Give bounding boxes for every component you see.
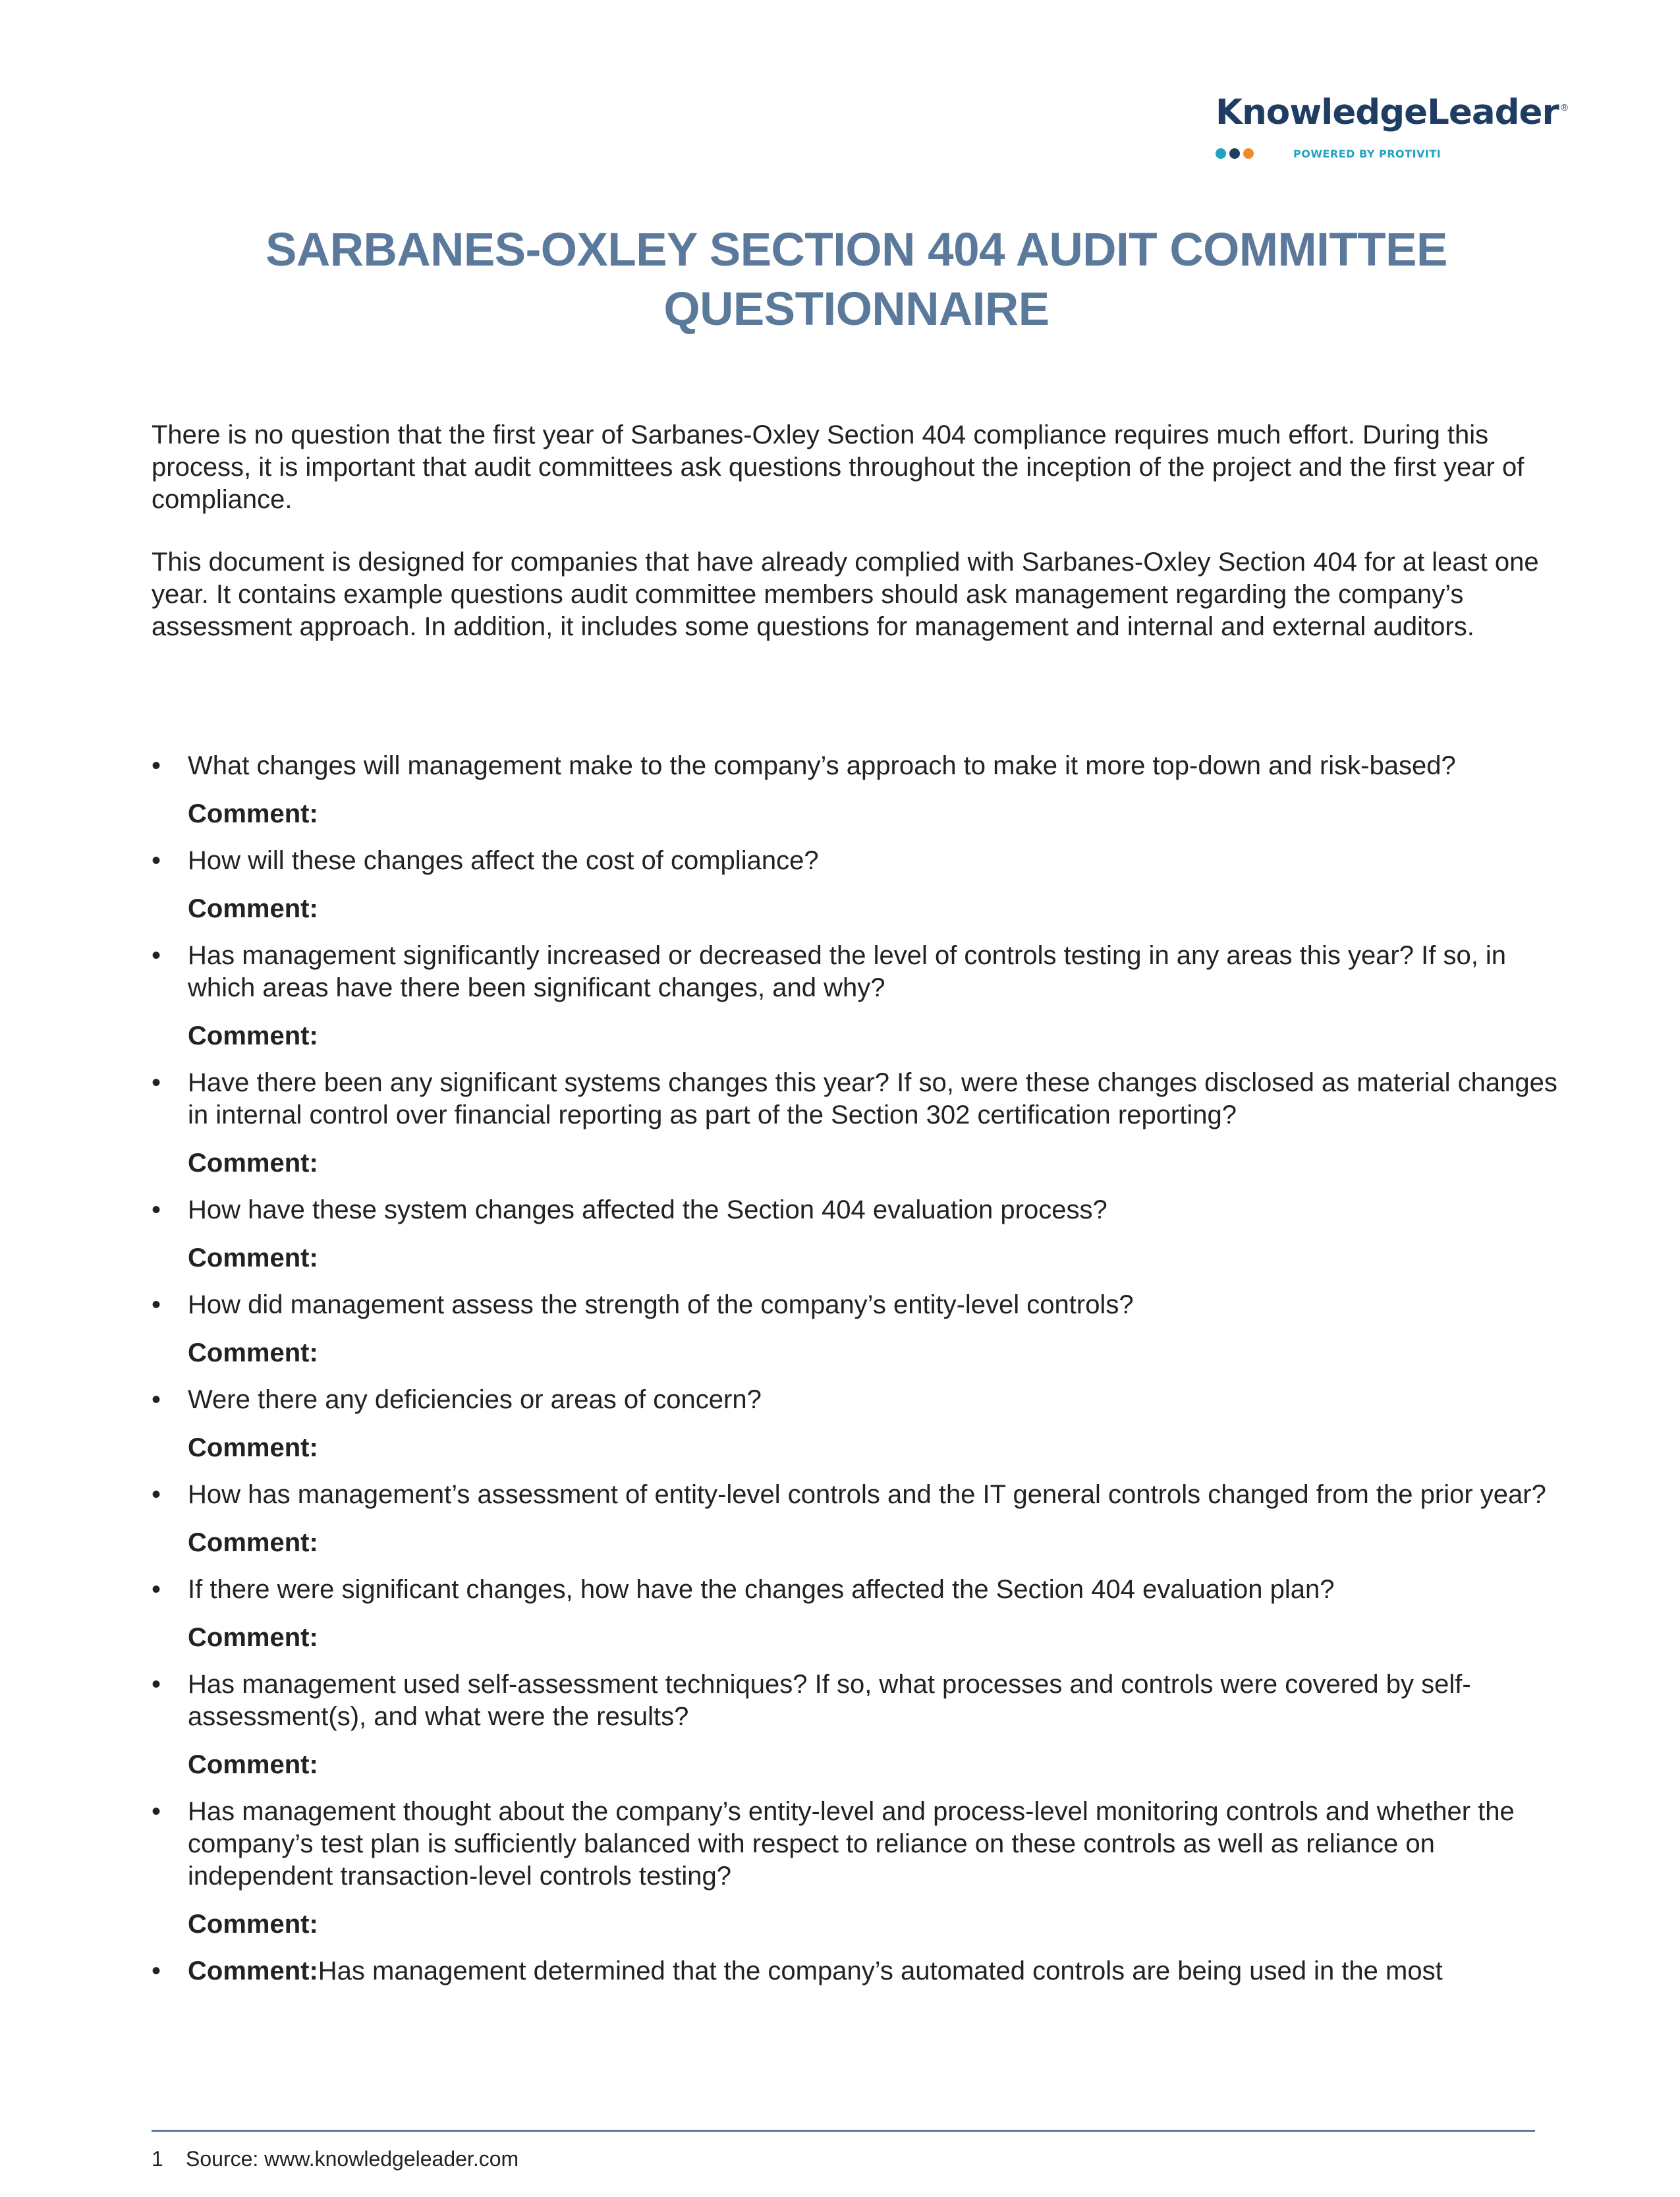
question-item [152,1067,1558,1180]
question-text: How did management assess the strength of the company’s entity-level controls? [188,1290,1134,1319]
question-item [152,750,1558,830]
question-item [152,1289,1558,1369]
question-text: If there were significant changes, how have the changes affected the Section 404 evaluation plan? [188,1575,1335,1604]
question-item [152,1384,1558,1464]
question-item [152,1669,1558,1781]
intro-section [152,419,1555,673]
bullet-icon: • [152,1290,161,1319]
logo-dot-icon [1243,148,1254,159]
intro-paragraph: This document is designed for companies that have already complied with Sarbanes-Oxley Section 404 for at least one year. It contains example questions audit committee members should ask management regarding the company’s assessment approach. In addition, it includes some questions for management and internal and external auditors. [152,548,1539,641]
comment-label: Comment: [188,1750,318,1779]
question-text-fragment: Has management determined that the company’s automated controls are being used in the most [318,1956,1443,1985]
question-item [152,845,1558,925]
comment-label: Comment: [188,1433,318,1462]
question-text: What changes will management make to the company’s approach to make it more top-down and risk-based? [188,751,1456,780]
comment-label: Comment: [188,894,318,923]
knowledgeleader-logo [1216,92,1569,165]
bullet-icon: • [152,1480,161,1509]
question-item [152,1955,1558,1987]
bullet-icon: • [152,1797,161,1826]
page-footer [152,2146,518,2172]
comment-label: Comment: [188,1021,318,1050]
comment-label: Comment: [188,1149,318,1178]
comment-label: Comment: [188,1243,318,1272]
comment-label: Comment: [188,1910,318,1939]
bullet-icon: • [152,941,161,970]
comment-label: Comment: [188,799,318,828]
footer-divider [152,2130,1535,2132]
question-item [152,1194,1558,1274]
bullet-icon: • [152,846,161,875]
question-item [152,1574,1558,1654]
question-text: Has management used self-assessment techniques? If so, what processes and controls were covered by self-assessment(s), and what were the results? [188,1670,1471,1731]
logo-dot-icon [1216,148,1226,159]
question-text: Has management significantly increased or decreased the level of controls testing in any areas this year? If so, in which areas have there been significant changes, and why? [188,941,1507,1002]
question-text: How will these changes affect the cost of compliance? [188,846,819,875]
brand-name: KnowledgeLeader ® [1216,92,1569,132]
logo-tagline-row [1216,144,1441,163]
question-text: How have these system changes affected the Section 404 evaluation process? [188,1195,1107,1224]
page-title: SARBANES-OXLEY SECTION 404 AUDIT COMMITTEE QUESTIONNAIRE [266,224,1447,335]
comment-label: Comment: [188,1623,318,1652]
source-note: Source: www.knowledgeleader.com [186,2147,519,2171]
logo-tagline: POWERED BY PROTIVITI [1293,147,1442,160]
bullet-icon: • [152,1670,161,1699]
bullet-icon: • [152,1575,161,1604]
trademark-mark: ® [1559,103,1569,113]
question-item [152,940,1558,1052]
comment-label: Comment: [188,1956,318,1985]
intro-paragraph: There is no question that the first year of Sarbanes-Oxley Section 404 compliance requires much effort. During this process, it is important that audit committees ask questions throughout the inception of the project and the first year of compliance. [152,420,1525,514]
logo-dot-icon [1229,148,1240,159]
question-text: Has management thought about the company’s entity-level and process-level monitoring controls and whether the company’s test plan is sufficiently balanced with respect to reliance on these controls as well as reliance on independent transaction-level controls testing? [188,1797,1515,1891]
bullet-icon: • [152,1195,161,1224]
bullet-icon: • [152,751,161,780]
question-item [152,1479,1558,1559]
question-text: How has management’s assessment of entity-level controls and the IT general controls changed from the prior year? [188,1480,1546,1509]
comment-label: Comment: [188,1528,318,1557]
bullet-icon: • [152,1068,161,1097]
comment-label: Comment: [188,1338,318,1367]
page-number: 1 [152,2147,163,2171]
bullet-icon: • [152,1385,161,1414]
question-item [152,1796,1558,1941]
bullet-icon: • [152,1956,161,1985]
question-text: Were there any deficiencies or areas of concern? [188,1385,762,1414]
question-text [188,1955,1558,1987]
question-list [152,750,1558,2002]
question-text: Have there been any significant systems changes this year? If so, were these changes disclosed as material changes in internal control over financial reporting as part of the Section 302 certification reporting? [188,1068,1557,1129]
